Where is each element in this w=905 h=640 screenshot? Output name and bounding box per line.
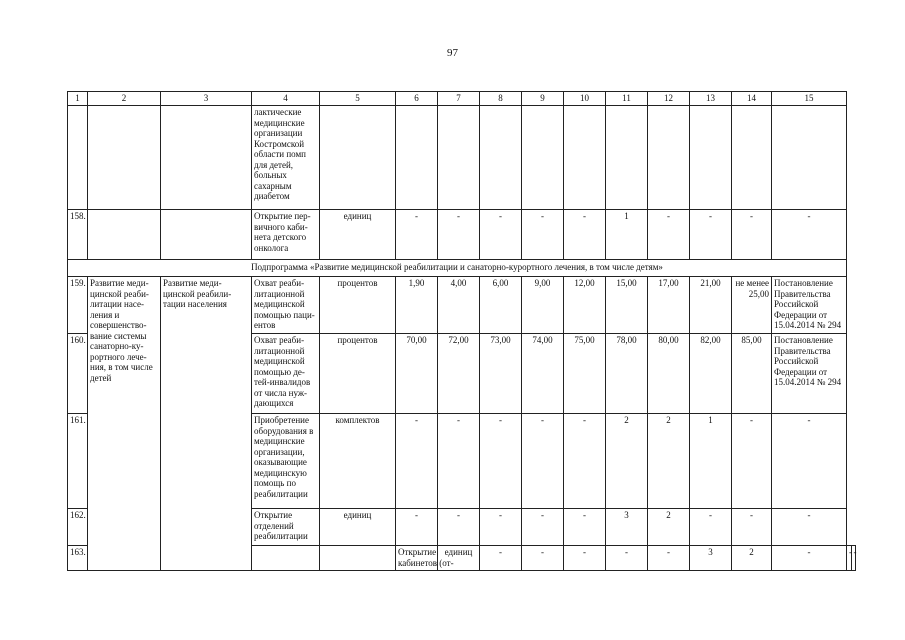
value-cell: -	[522, 546, 564, 571]
header-cell: 2	[88, 92, 161, 106]
value-cell: -	[690, 509, 732, 546]
row-number: 158.	[68, 210, 88, 260]
indicator-name: лактические медицинские организации Костромской области помп для детей, больных сахарным диабетом	[252, 106, 320, 210]
value-cell: 70,00	[396, 334, 438, 414]
header-cell: 5	[320, 92, 396, 106]
table-row	[68, 277, 856, 334]
header-row	[68, 92, 856, 106]
row-number: 159.	[68, 277, 88, 334]
row-number: 161.	[68, 414, 88, 509]
legal-basis: Постановление Правительства Российской Федерации от 15.04.2014 № 294	[772, 334, 847, 414]
value-cell: -	[648, 210, 690, 260]
value-cell: 2	[648, 414, 690, 509]
indicator-name: Открытие отделений реабилитации	[252, 509, 320, 546]
value-cell: -	[732, 210, 772, 260]
unit: процентов	[320, 277, 396, 334]
header-cell: 15	[772, 92, 847, 106]
value-cell: 21,00	[690, 277, 732, 334]
value-cell: 3	[690, 546, 732, 571]
header-cell: 13	[690, 92, 732, 106]
unit: единиц	[438, 546, 480, 571]
target-value: не менее 25,00	[732, 277, 772, 334]
value-cell: -	[438, 210, 480, 260]
value-cell: -	[851, 546, 856, 571]
value-cell: -	[772, 210, 847, 260]
value-cell: 1	[606, 210, 648, 260]
value-cell: -	[564, 509, 606, 546]
value-cell: 1	[690, 414, 732, 509]
table-row	[68, 106, 856, 210]
value-cell: 9,00	[522, 277, 564, 334]
value-cell: -	[564, 210, 606, 260]
value-cell: -	[732, 509, 772, 546]
unit: единиц	[320, 210, 396, 260]
subprogram-title: Подпрограмма «Развитие медицинской реабилитации и санаторно-курортного лечения, в том числе детям»	[68, 260, 847, 277]
indicator-name: Охват реаби- литационной медицинской помощью де- тей-инвалидов от числа нуж- дающихся	[252, 334, 320, 414]
value-cell: -	[772, 414, 847, 509]
value-cell: 82,00	[690, 334, 732, 414]
value-cell: -	[606, 546, 648, 571]
value-cell: -	[480, 546, 522, 571]
value-cell: -	[847, 546, 852, 571]
value-cell: 3	[606, 509, 648, 546]
value-cell: -	[522, 414, 564, 509]
header-cell: 8	[480, 92, 522, 106]
value-cell: -	[648, 546, 690, 571]
value-cell: 2	[606, 414, 648, 509]
header-cell: 14	[732, 92, 772, 106]
value-cell: -	[522, 210, 564, 260]
task-name: Развитие меди- цинской реаби- литации насе- ления и совершенство- вание системы санаторно-ку- рортного лече- ния, в том числе детей	[88, 277, 161, 571]
header-cell: 12	[648, 92, 690, 106]
value-cell: 1,90	[396, 277, 438, 334]
value-cell: 75,00	[564, 334, 606, 414]
value-cell: -	[396, 210, 438, 260]
value-cell: -	[564, 546, 606, 571]
indicator-name: Открытие кабинетов (от-	[396, 546, 438, 571]
value-cell: 12,00	[564, 277, 606, 334]
value-cell: 2	[648, 509, 690, 546]
value-cell: -	[690, 210, 732, 260]
value-cell: 6,00	[480, 277, 522, 334]
unit: единиц	[320, 509, 396, 546]
unit: процентов	[320, 334, 396, 414]
indicator-name: Охват реаби- литационной медицинской помощью паци- ентов	[252, 277, 320, 334]
indicator-name: Приобретение оборудования в медицинские организации, оказывающие медицинскую помощь по реабилитации	[252, 414, 320, 509]
value-cell: -	[564, 414, 606, 509]
value-cell: -	[438, 509, 480, 546]
unit: комплектов	[320, 414, 396, 509]
value-cell: 2	[732, 546, 772, 571]
value-cell: 72,00	[438, 334, 480, 414]
value-cell: -	[480, 509, 522, 546]
header-cell: 3	[161, 92, 252, 106]
header-cell: 4	[252, 92, 320, 106]
header-cell: 1	[68, 92, 88, 106]
indicator-name: Открытие пер- вичного каби- нета детского онколога	[252, 210, 320, 260]
value-cell: 4,00	[438, 277, 480, 334]
value-cell: 85,00	[732, 334, 772, 414]
value-cell: -	[396, 509, 438, 546]
value-cell: 74,00	[522, 334, 564, 414]
subtask-name: Развитие меди- цинской реабили- тации населения	[161, 277, 252, 571]
table-row	[68, 210, 856, 260]
row-number: 162.	[68, 509, 88, 546]
value-cell: -	[772, 509, 847, 546]
value-cell: 78,00	[606, 334, 648, 414]
value-cell: 15,00	[606, 277, 648, 334]
header-cell: 10	[564, 92, 606, 106]
row-number: 163.	[68, 546, 88, 571]
page-number: 97	[447, 47, 458, 59]
header-cell: 6	[396, 92, 438, 106]
header-cell: 11	[606, 92, 648, 106]
value-cell: -	[522, 509, 564, 546]
value-cell: -	[396, 414, 438, 509]
subprogram-row	[68, 260, 856, 277]
value-cell: -	[772, 546, 847, 571]
program-indicators-table	[67, 91, 856, 571]
row-number: 160.	[68, 334, 88, 414]
value-cell: -	[438, 414, 480, 509]
value-cell: -	[480, 210, 522, 260]
header-cell: 9	[522, 92, 564, 106]
value-cell: -	[732, 414, 772, 509]
value-cell: 73,00	[480, 334, 522, 414]
value-cell: 17,00	[648, 277, 690, 334]
legal-basis: Постановление Правительства Российской Федерации от 15.04.2014 № 294	[772, 277, 847, 334]
header-cell: 7	[438, 92, 480, 106]
value-cell: -	[480, 414, 522, 509]
value-cell: 80,00	[648, 334, 690, 414]
